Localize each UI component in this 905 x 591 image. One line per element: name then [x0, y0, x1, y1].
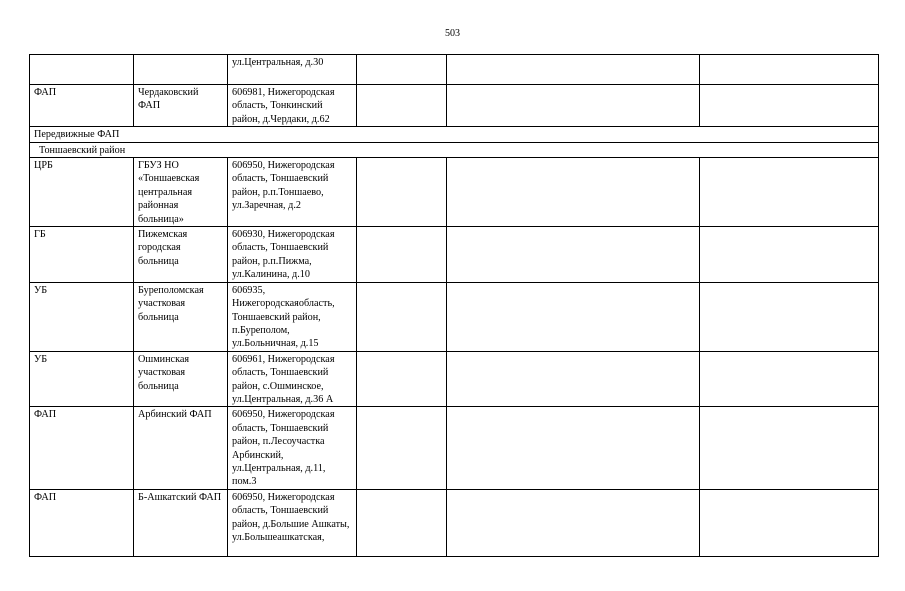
empty-cell: [700, 282, 879, 351]
empty-cell: [447, 85, 700, 127]
empty-cell: [447, 55, 700, 85]
section-row: [30, 127, 879, 142]
table-row: [30, 351, 879, 407]
table-row: [30, 55, 879, 85]
facility-address-cell: 606950, Нижегородская область, Тоншаевский район, п.Лесоучастка Арбинский, ул.Центральная, д.11, пом.3: [228, 407, 357, 489]
empty-cell: [357, 158, 447, 227]
empty-cell: [700, 55, 879, 85]
empty-cell: [700, 158, 879, 227]
empty-cell: [447, 351, 700, 407]
empty-cell: [357, 85, 447, 127]
empty-cell: [700, 227, 879, 283]
empty-cell: [357, 282, 447, 351]
facility-name-cell: Б-Ашкатский ФАП: [134, 489, 228, 556]
empty-cell: [447, 407, 700, 489]
facility-type-cell: [30, 55, 134, 85]
facility-name-cell: ГБУЗ НО «Тоншаевская центральная районная больница»: [134, 158, 228, 227]
page-number: 503: [445, 28, 460, 39]
empty-cell: [700, 489, 879, 556]
facility-address-cell: 606981, Нижегородская область, Тонкинский район, д.Чердаки, д.62: [228, 85, 357, 127]
facility-address-cell: 606950, Нижегородская область, Тоншаевский район, д.Большие Ашкаты, ул.Большеашкатская,: [228, 489, 357, 556]
empty-cell: [357, 489, 447, 556]
facility-type-cell: УБ: [30, 282, 134, 351]
empty-cell: [447, 282, 700, 351]
facility-address-cell: 606961, Нижегородская область, Тоншаевский район, с.Ошминское, ул.Центральная, д.36 А: [228, 351, 357, 407]
facility-name-cell: Буреполомская участковая больница: [134, 282, 228, 351]
empty-cell: [700, 351, 879, 407]
facility-name-cell: Чердаковский ФАП: [134, 85, 228, 127]
section-heading: Передвижные ФАП: [30, 127, 879, 142]
facilities-table: [29, 54, 879, 557]
facility-name-cell: [134, 55, 228, 85]
facility-name-cell: Арбинский ФАП: [134, 407, 228, 489]
facility-address-cell: 606950, Нижегородская область, Тоншаевский район, р.п.Тоншаево, ул.Заречная, д.2: [228, 158, 357, 227]
empty-cell: [447, 227, 700, 283]
facility-type-cell: ФАП: [30, 489, 134, 556]
facility-address-cell: 606930, Нижегородская область, Тоншаевский район, р.п.Пижма, ул.Калинина, д.10: [228, 227, 357, 283]
empty-cell: [700, 85, 879, 127]
table-row: [30, 158, 879, 227]
empty-cell: [357, 55, 447, 85]
section-row: [30, 142, 879, 157]
facility-name-cell: Ошминская участковая больница: [134, 351, 228, 407]
section-heading: Тоншаевский район: [30, 142, 879, 157]
facility-type-cell: ЦРБ: [30, 158, 134, 227]
empty-cell: [357, 227, 447, 283]
facility-type-cell: ФАП: [30, 407, 134, 489]
facility-address-cell: ул.Центральная, д.30: [228, 55, 357, 85]
table-row: [30, 85, 879, 127]
empty-cell: [357, 351, 447, 407]
empty-cell: [447, 489, 700, 556]
table-row: [30, 407, 879, 489]
facility-name-cell: Пижемская городская больница: [134, 227, 228, 283]
empty-cell: [357, 407, 447, 489]
facility-type-cell: ФАП: [30, 85, 134, 127]
table-row: [30, 489, 879, 556]
empty-cell: [447, 158, 700, 227]
facility-type-cell: УБ: [30, 351, 134, 407]
empty-cell: [700, 407, 879, 489]
table-row: [30, 227, 879, 283]
facility-address-cell: 606935, Нижегородскаяобласть, Тоншаевский район, п.Буреполом, ул.Больничная, д.15: [228, 282, 357, 351]
facility-type-cell: ГБ: [30, 227, 134, 283]
table-row: [30, 282, 879, 351]
